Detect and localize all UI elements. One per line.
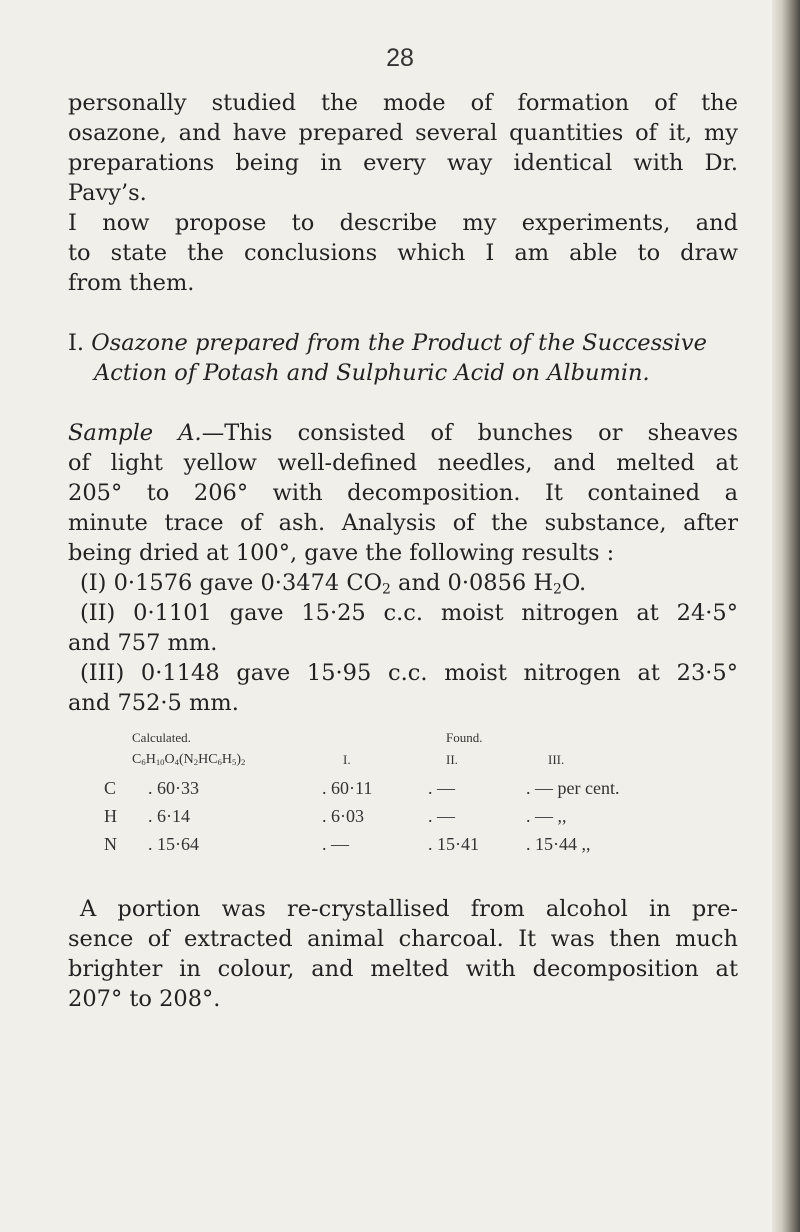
row-found-iii: . 15·44 ,, (526, 834, 591, 854)
text-line: A portion was re-crystallised from alcohol in pre- (80, 896, 738, 922)
result-text: and 0·0856 H (390, 570, 554, 596)
formula-part: HC (198, 752, 218, 767)
formula-part: (N (178, 752, 194, 767)
text-line (68, 418, 738, 448)
row-found-ii: . 15·41 (428, 834, 479, 854)
formula-part: H (145, 752, 156, 767)
text-line: preparations being in every way identical with Dr. (68, 150, 738, 176)
subscript: 2 (241, 757, 246, 768)
text-line: 207° to 208°. (68, 986, 221, 1012)
calculated-header: Calculated. (132, 730, 191, 745)
text-line: sence of extracted animal charcoal. It was then much (68, 926, 738, 952)
row-element: H (104, 806, 117, 826)
text-line: Pavy’s. (68, 180, 147, 206)
result-line-2: (II) 0·1101 gave 15·25 c.c. moist nitrogen at 24·5° (80, 600, 738, 626)
formula-part: O (164, 752, 175, 767)
result-line-3b: and 752·5 mm. (68, 690, 239, 716)
section-title-line1: Osazone prepared from the Product of the Successive (91, 330, 707, 356)
section-title-line2: Action of Potash and Sulphuric Acid on Albumin. (94, 360, 650, 386)
subscript: 6 (217, 757, 222, 768)
section-heading (68, 328, 748, 388)
subscript: 6 (141, 757, 146, 768)
sample-label: Sample A. (68, 420, 202, 446)
sample-text: —This consisted of bunches or sheaves (201, 420, 738, 446)
row-calc: . 6·14 (148, 806, 190, 826)
paragraph-sample-a (68, 418, 738, 718)
row-calc: . 60·33 (148, 778, 199, 798)
text-line: brighter in colour, and melted with decomposition at (68, 956, 738, 982)
col-header-i: I. (343, 752, 351, 767)
row-found-iii: . — per cent. (526, 778, 620, 798)
row-found-i: . 6·03 (322, 806, 364, 826)
result-line-1 (68, 568, 738, 598)
text-line: of light yellow well-defined needles, and melted at (68, 450, 738, 476)
result-line-3: (III) 0·1148 gave 15·95 c.c. moist nitrogen at 23·5° (80, 660, 738, 686)
subscript: 5 (232, 757, 237, 768)
col-header-ii: II. (446, 752, 458, 767)
text-line: to state the conclusions which I am able to draw (68, 240, 738, 266)
paragraph-intro (68, 88, 738, 208)
row-found-iii: . — ,, (526, 806, 567, 826)
formula (132, 752, 245, 768)
section-number: I. (68, 330, 85, 356)
row-found-ii: . — (428, 778, 455, 798)
col-header-iii: III. (548, 752, 565, 767)
page-edge-shadow (772, 0, 800, 1232)
paragraph-purpose (68, 208, 738, 298)
row-found-i: . 60·11 (322, 778, 373, 798)
paragraph-recrystallisation (68, 894, 738, 1014)
result-text: O. (561, 570, 587, 596)
subscript: 2 (193, 757, 199, 768)
formula-part: H (221, 752, 232, 767)
text-line: personally studied the mode of formation of the (68, 90, 738, 116)
subscript: 4 (174, 757, 179, 768)
text-line: I now propose to describe my experiments, and (68, 210, 738, 236)
text-line: minute trace of ash. Analysis of the substance, after (68, 510, 738, 536)
row-found-i: . — (322, 834, 349, 854)
formula-part: ) (236, 752, 242, 767)
page-number: 28 (386, 44, 414, 72)
text-line: osazone, and have prepared several quantities of it, my (68, 120, 738, 146)
row-found-ii: . — (428, 806, 455, 826)
text-line: from them. (68, 270, 195, 296)
text-line: being dried at 100°, gave the following results : (68, 540, 615, 566)
found-header: Found. (446, 730, 483, 745)
result-line-2b: and 757 mm. (68, 630, 218, 656)
row-element: C (104, 778, 117, 798)
result-text: (I) 0·1576 gave 0·3474 CO (80, 570, 383, 596)
row-element: N (104, 834, 117, 854)
subscript: 2 (382, 581, 391, 598)
subscript: 10 (155, 757, 165, 768)
row-calc: . 15·64 (148, 834, 199, 854)
subscript: 2 (553, 581, 562, 598)
formula-part: C (132, 752, 142, 767)
text-line: 205° to 206° with decomposition. It contained a (68, 480, 738, 506)
